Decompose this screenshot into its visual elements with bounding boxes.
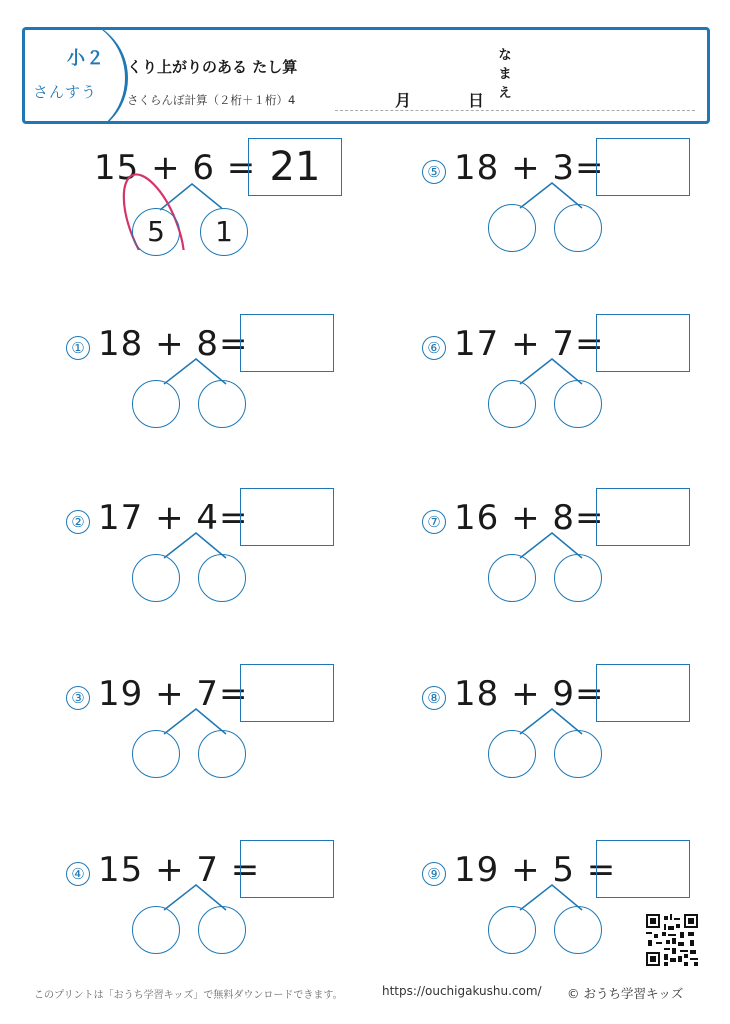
name-char: え [498, 86, 512, 101]
example-problem [62, 144, 362, 300]
name-line [335, 110, 695, 111]
problem-number: ⑧ [422, 686, 446, 710]
split-circle-left[interactable] [132, 554, 180, 602]
problem-5 [422, 150, 722, 300]
split-circle-right[interactable] [554, 380, 602, 428]
example-expression: 15 + 6 = [94, 148, 257, 188]
problem-1 [66, 326, 366, 476]
split-circle-right[interactable] [198, 906, 246, 954]
problem-expression: 15 + 7 = [98, 850, 261, 890]
split-lines [66, 500, 266, 560]
problem-expression: 19 + 5 = [454, 850, 617, 890]
qr-code-icon [646, 914, 698, 966]
problem-4 [66, 852, 366, 1002]
problem-number: ⑥ [422, 336, 446, 360]
split-lines [422, 852, 622, 912]
problem-2 [66, 500, 366, 650]
problem-expression: 17 + 7= [454, 324, 605, 364]
split-circle-left[interactable] [132, 906, 180, 954]
split-circle-right[interactable] [198, 730, 246, 778]
name-char: な [498, 48, 512, 63]
footer-url[interactable]: https://ouchigakushu.com/ [382, 984, 542, 998]
split-lines [422, 500, 622, 560]
split-circle-right[interactable] [554, 730, 602, 778]
footer-note: このプリントは「おうち学習キッズ」で無料ダウンロードできます。 [34, 990, 343, 1001]
grade-label: 小２ [67, 48, 105, 69]
problem-6 [422, 326, 722, 476]
split-circle-right[interactable] [554, 204, 602, 252]
split-circle-left[interactable] [488, 906, 536, 954]
month-label: 月 [395, 91, 412, 110]
split-circle-right[interactable] [198, 380, 246, 428]
split-lines [422, 326, 622, 386]
worksheet-header [22, 27, 710, 124]
problem-expression: 18 + 8= [98, 324, 249, 364]
split-circle-left[interactable] [132, 380, 180, 428]
problem-number: ② [66, 510, 90, 534]
split-lines [66, 326, 266, 386]
problem-number: ⑦ [422, 510, 446, 534]
example-split-left: 5 [132, 208, 180, 256]
example-split-right: 1 [200, 208, 248, 256]
problem-expression: 18 + 3= [454, 148, 605, 188]
split-circle-left[interactable] [488, 554, 536, 602]
problem-number: ⑤ [422, 160, 446, 184]
worksheet-title: くり上がりのある たし算 [127, 58, 298, 76]
footer-copyright: © おうち学習キッズ [567, 986, 684, 1001]
split-lines [66, 676, 266, 736]
example-answer-box [248, 138, 342, 196]
problem-number: ④ [66, 862, 90, 886]
split-circle-left[interactable] [488, 204, 536, 252]
split-circle-right[interactable] [554, 554, 602, 602]
problem-number: ① [66, 336, 90, 360]
problem-7 [422, 500, 722, 650]
problem-number: ③ [66, 686, 90, 710]
split-circle-left[interactable] [488, 380, 536, 428]
split-lines [66, 852, 266, 912]
problem-3 [66, 676, 366, 826]
grade-panel [22, 27, 128, 124]
split-lines [422, 676, 622, 736]
problem-number: ⑨ [422, 862, 446, 886]
example-answer: 21 [269, 144, 321, 190]
problem-expression: 18 + 9= [454, 674, 605, 714]
worksheet-subtitle: さくらんぼ計算（２桁＋１桁）4 [127, 93, 296, 107]
split-circle-left[interactable] [132, 730, 180, 778]
split-circle-left[interactable] [488, 730, 536, 778]
problem-expression: 19 + 7= [98, 674, 249, 714]
problem-expression: 17 + 4= [98, 498, 249, 538]
day-label: 日 [468, 91, 485, 110]
split-circle-right[interactable] [198, 554, 246, 602]
problem-8 [422, 676, 722, 826]
subject-label: さんすう [33, 83, 98, 101]
split-circle-right[interactable] [554, 906, 602, 954]
name-label [497, 46, 513, 103]
name-char: ま [498, 67, 512, 82]
split-lines [422, 150, 622, 210]
problem-expression: 16 + 8= [454, 498, 605, 538]
